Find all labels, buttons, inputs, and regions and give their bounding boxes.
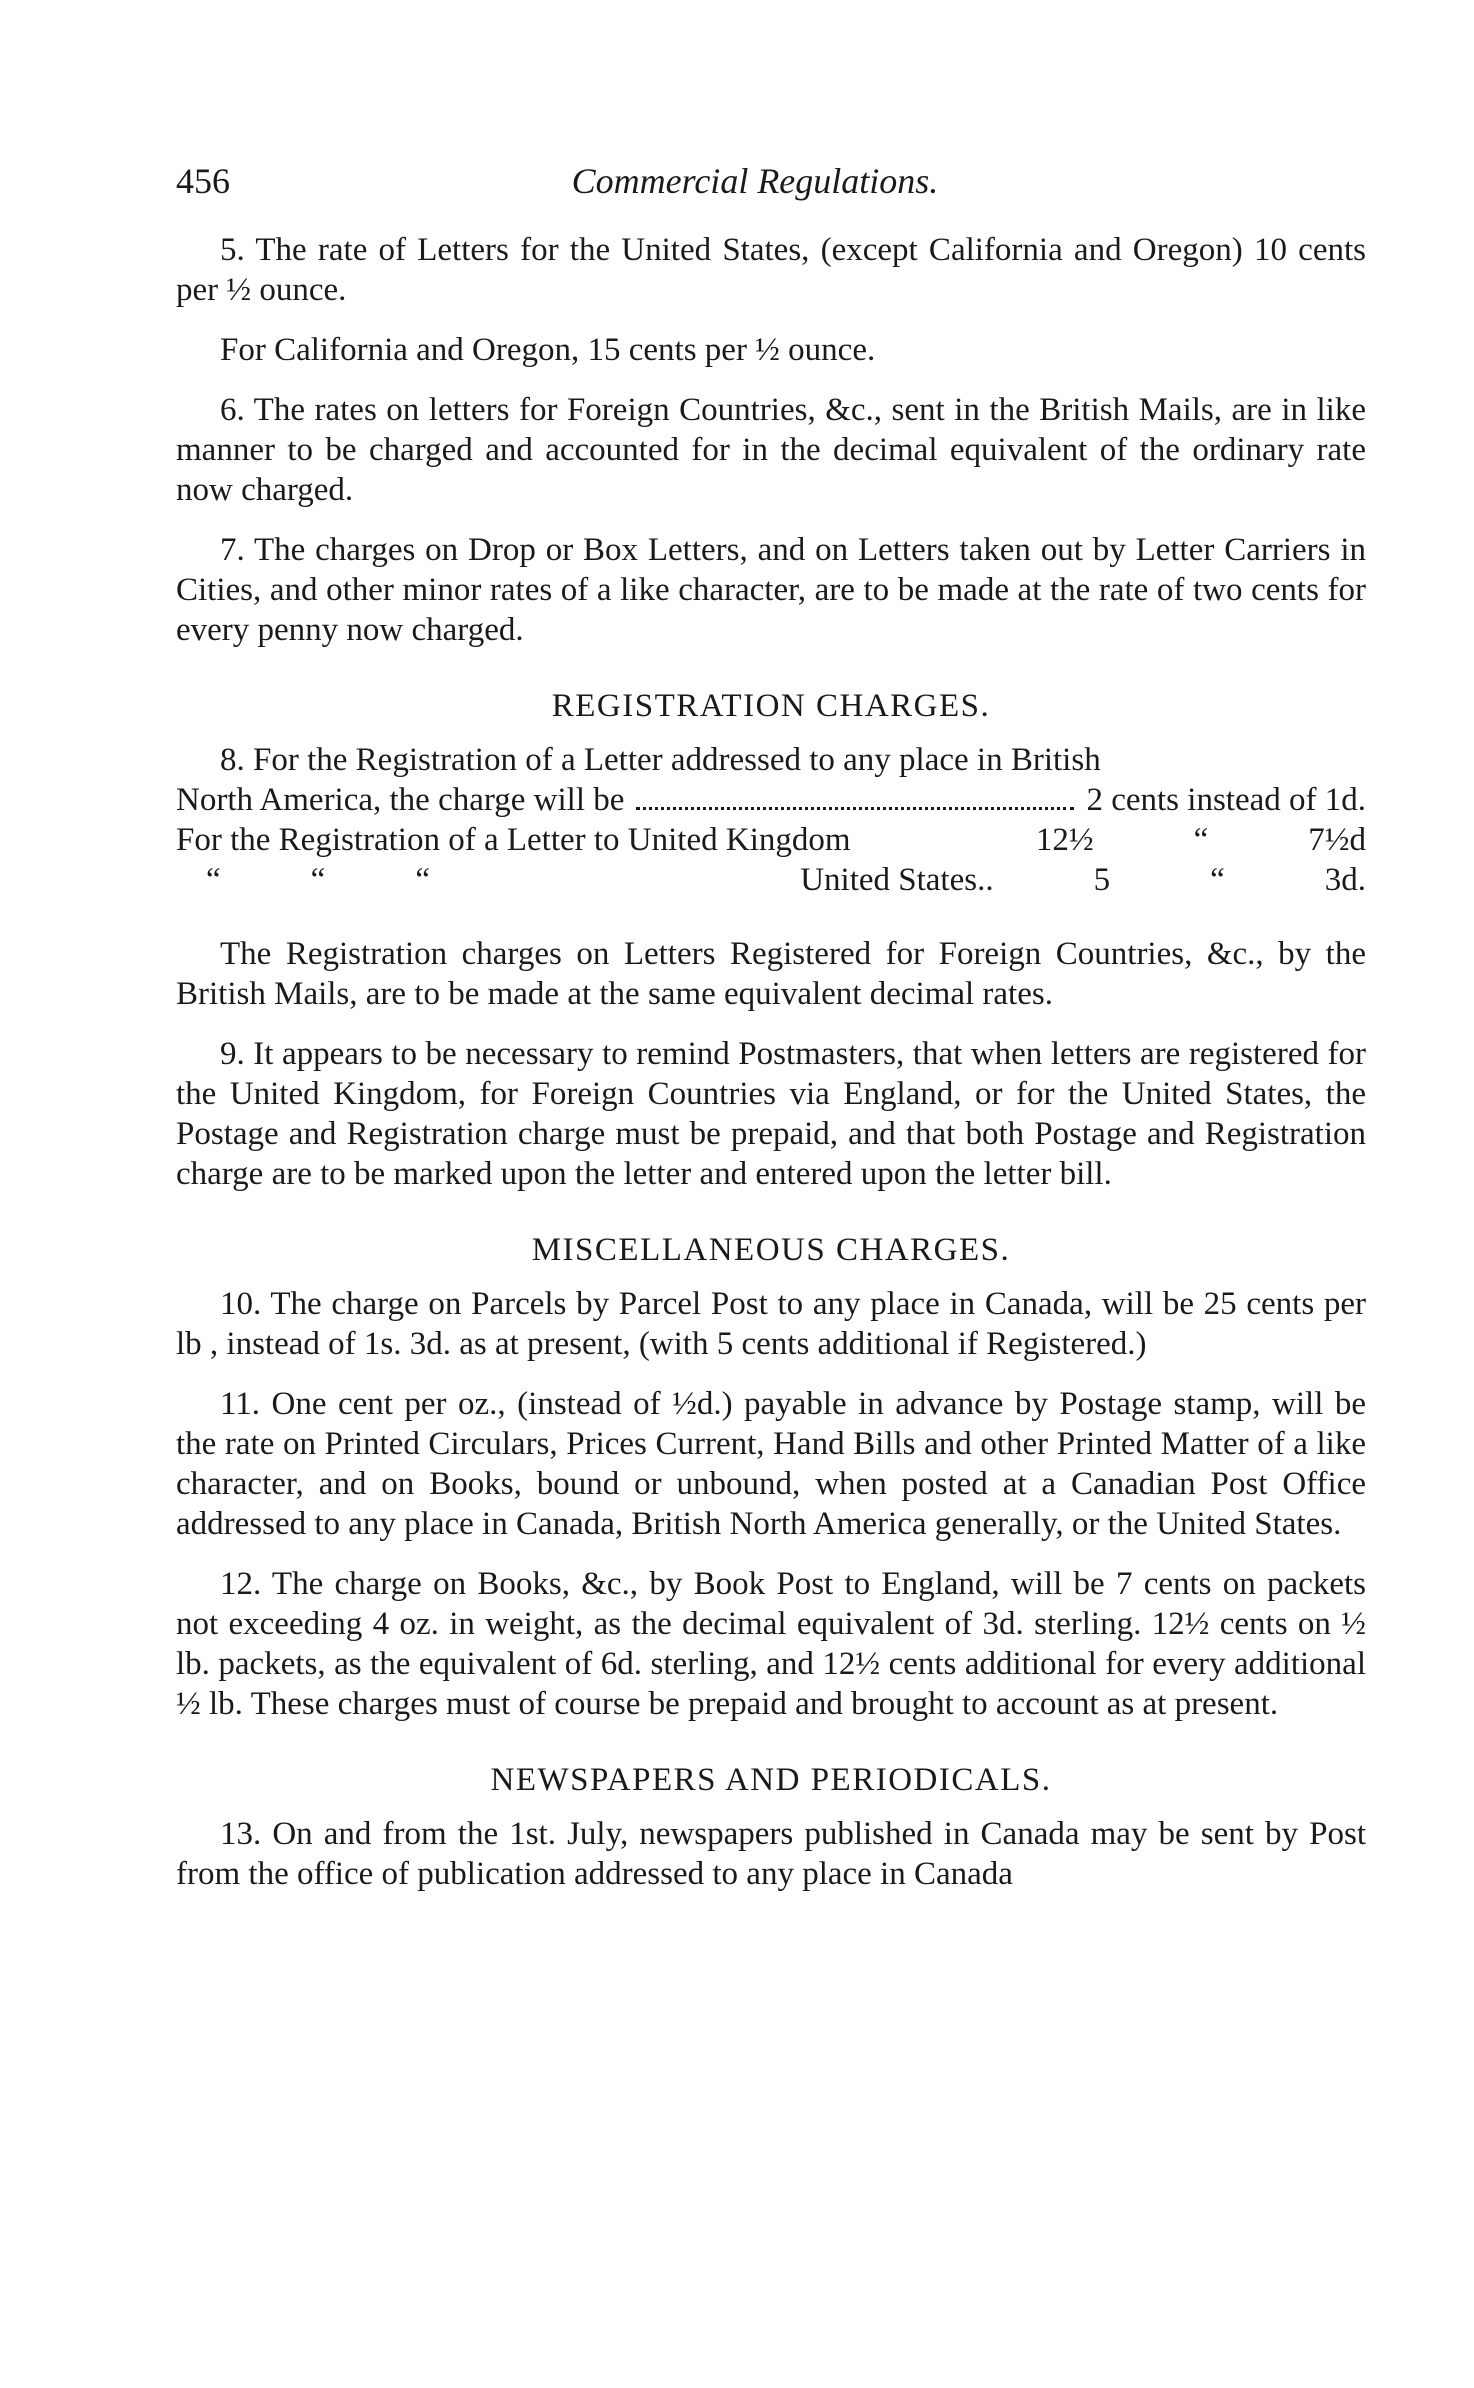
registration-us-line xyxy=(176,860,1366,900)
page-header xyxy=(176,160,1334,210)
registration-uk-values xyxy=(1036,820,1366,860)
registration-us-cents: 5 xyxy=(1093,862,1111,898)
section-heading-newspapers: NEWSPAPERS AND PERIODICALS. xyxy=(490,1762,1052,1798)
section-heading-miscellaneous: MISCELLANEOUS CHARGES. xyxy=(531,1232,1011,1268)
page-body xyxy=(176,230,1366,1894)
registration-uk-line xyxy=(176,820,1366,860)
paragraph-8-lead: 8. For the Registration of a Letter addressed to any place in British xyxy=(220,742,1101,778)
ditto-mark: “ xyxy=(1193,822,1209,858)
running-title: Commercial Regulations. xyxy=(571,161,939,201)
page-number: 456 xyxy=(176,161,230,201)
registration-us-pence: 3d. xyxy=(1324,862,1366,898)
registration-uk-label: For the Registration of a Letter to United Kingdom xyxy=(176,822,851,858)
paragraph-6: 6. The rates on letters for Foreign Countries, &c., sent in the British Mails, are in like manner to be charged and accounted for in the decimal equivalent of the ordinary rate now charged. xyxy=(176,392,1366,508)
paragraph-13: 13. On and from the 1st. July, newspapers published in Canada may be sent by Post from the office of publication addressed to any place in Canada xyxy=(176,1816,1366,1892)
ditto-mark: “ xyxy=(310,862,326,898)
paragraph-5: 5. The rate of Letters for the United States, (except California and Oregon) 10 cents per ½ ounce. xyxy=(176,232,1366,308)
paragraph-registration-foreign: The Registration charges on Letters Registered for Foreign Countries, &c., by the British Mails, are to be made at the same equivalent decimal rates. xyxy=(176,936,1366,1012)
registration-us-label: United States.. xyxy=(800,862,994,898)
dot-leader xyxy=(636,807,1074,810)
ditto-mark: “ xyxy=(1210,862,1225,898)
paragraph-5-california: For California and Oregon, 15 cents per ½ ounce. xyxy=(220,332,876,368)
registration-uk-pence: 7½d xyxy=(1308,822,1366,858)
section-heading-registration: REGISTRATION CHARGES. xyxy=(551,688,991,724)
registration-us-values xyxy=(800,860,1366,900)
registration-uk-cents: 12½ xyxy=(1035,822,1094,858)
registration-bna-label: North America, the charge will be xyxy=(176,782,625,818)
paragraph-12: 12. The charge on Books, &c., by Book Post to England, will be 7 cents on packets not exceeding 4 oz. in weight, as the decimal equivalent of 3d. sterling. 12½ cents on ½ lb. packets, as the equivalent of 6d. sterling, and 12½ cents additional for every additional ½ lb. These charges must of course be prepaid and brought to account as at present. xyxy=(176,1566,1366,1722)
paragraph-11: 11. One cent per oz., (instead of ½d.) payable in advance by Postage stamp, will be the rate on Printed Circulars, Prices Current, Hand Bills and other Printed Matter of a like character, and on Books, bound or unbound, when posted at a Canadian Post Office addressed to any place in Canada, British North America generally, or the United States. xyxy=(176,1386,1366,1542)
ditto-mark: “ xyxy=(415,862,430,898)
ditto-mark: “ xyxy=(206,862,221,898)
paragraph-7: 7. The charges on Drop or Box Letters, and on Letters taken out by Letter Carriers in Cities, and other minor rates of a like character, are to be made at the rate of two cents for every penny now charged. xyxy=(176,532,1366,648)
registration-bna-line xyxy=(176,780,1366,820)
registration-bna-rate: 2 cents instead of 1d. xyxy=(1086,782,1366,818)
paragraph-10: 10. The charge on Parcels by Parcel Post to any place in Canada, will be 25 cents per lb , instead of 1s. 3d. as at present, (with 5 cents additional if Registered.) xyxy=(176,1286,1366,1362)
ditto-marks xyxy=(176,860,430,900)
paragraph-9: 9. It appears to be necessary to remind Postmasters, that when letters are registered for the United Kingdom, for Foreign Countries via England, or for the United States, the Postage and Registration charge must be prepaid, and that both Postage and Registration charge are to be marked upon the letter and entered upon the letter bill. xyxy=(176,1036,1366,1192)
